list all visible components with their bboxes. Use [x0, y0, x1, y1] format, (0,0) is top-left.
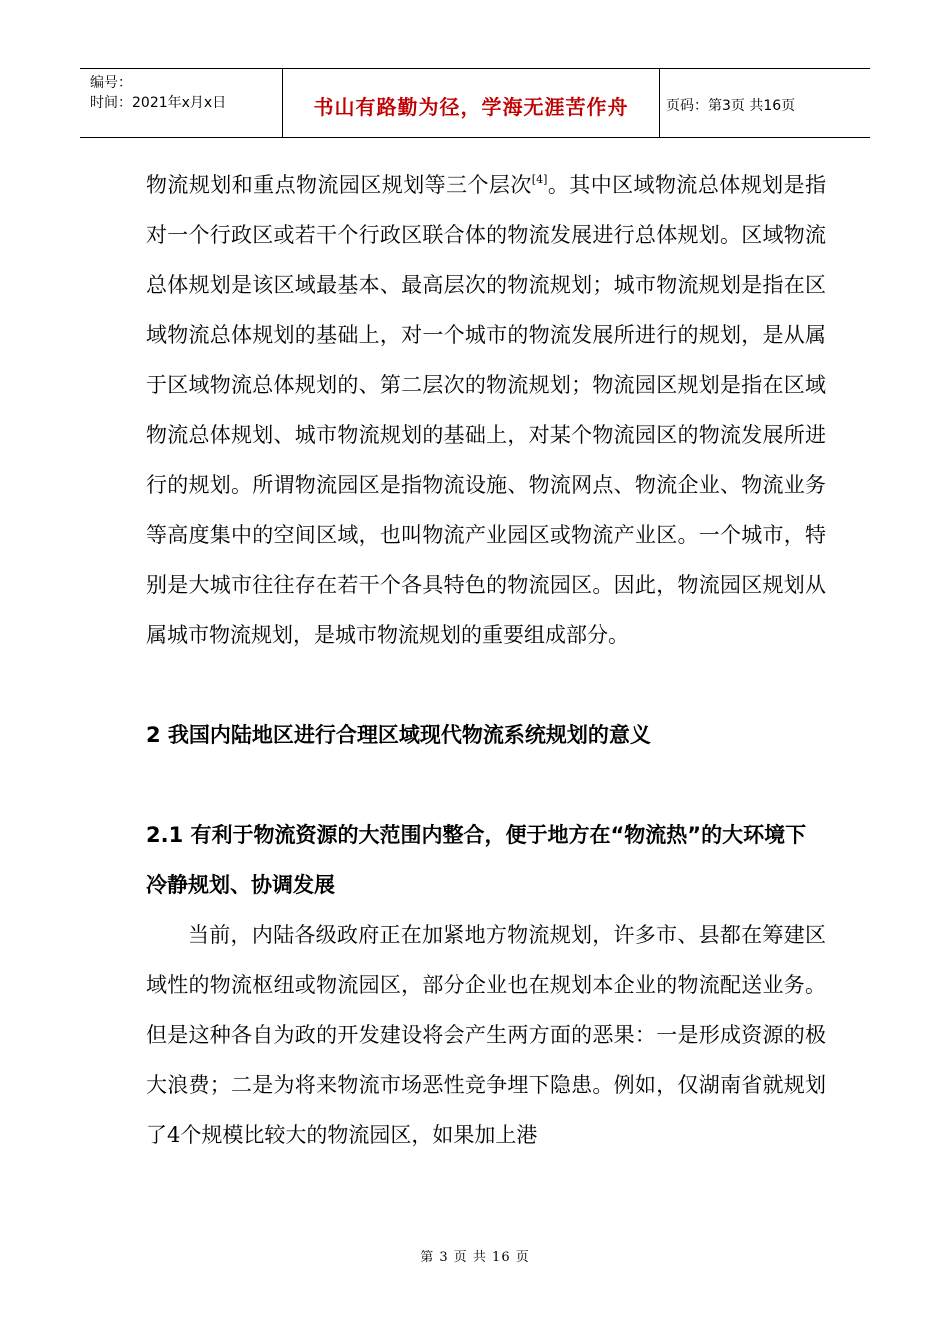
paragraph-text: 物流规划和重点物流园区规划等三个层次: [146, 173, 532, 197]
section-heading-2: 2 我国内陆地区进行合理区域现代物流系统规划的意义: [146, 723, 651, 747]
document-body: [146, 160, 826, 1160]
header-page-number: 页码：第3页 共16页: [666, 98, 796, 114]
citation-reference: [4]: [531, 173, 548, 186]
subsection-heading-2-1: 2.1 有利于物流资源的大范围内整合，便于地方在“物流热”的大环境下冷静规划、协调发展: [146, 823, 807, 897]
page-header: [80, 68, 870, 138]
header-motto: 书山有路勤为径，学海无涯苦作舟: [282, 69, 660, 137]
page-footer: 第 3 页 共 16 页: [420, 1250, 530, 1265]
document-number-label: 编号：: [90, 75, 132, 91]
paragraph-logistics-levels: [146, 160, 826, 660]
document-date-label: 时间：2021年x月x日: [90, 95, 227, 111]
header-meta: [80, 69, 282, 137]
paragraph-text: 。其中区域物流总体规划是指对一个行政区或若干个行政区联合体的物流发展进行总体规划。区域物流总体规划是该区域最基本、最高层次的物流规划；城市物流规划是指在区域物流总体规划的基础上，对一个城市的物流发展所进行的规划，是从属于区域物流总体规划的、第二层次的物流规划；物流园区规划是指在区域物流总体规划、城市物流规划的基础上，对某个物流园区的物流发展所进行的规划。所谓物流园区是指物流设施、物流网点、物流企业、物流业务等高度集中的空间区域，也叫物流产业园区或物流产业区。一个城市，特别是大城市往往存在若干个各具特色的物流园区。因此，物流园区规划从属城市物流规划，是城市物流规划的重要组成部分。: [146, 173, 827, 647]
paragraph-current-situation: 当前，内陆各级政府正在加紧地方物流规划，许多市、县都在筹建区域性的物流枢纽或物流园区，部分企业也在规划本企业的物流配送业务。但是这种各自为政的开发建设将会产生两方面的恶果：一是形成资源的极大浪费；二是为将来物流市场恶性竞争埋下隐患。例如，仅湖南省就规划了4个规模比较大的物流园区，如果加上港: [146, 923, 826, 1147]
